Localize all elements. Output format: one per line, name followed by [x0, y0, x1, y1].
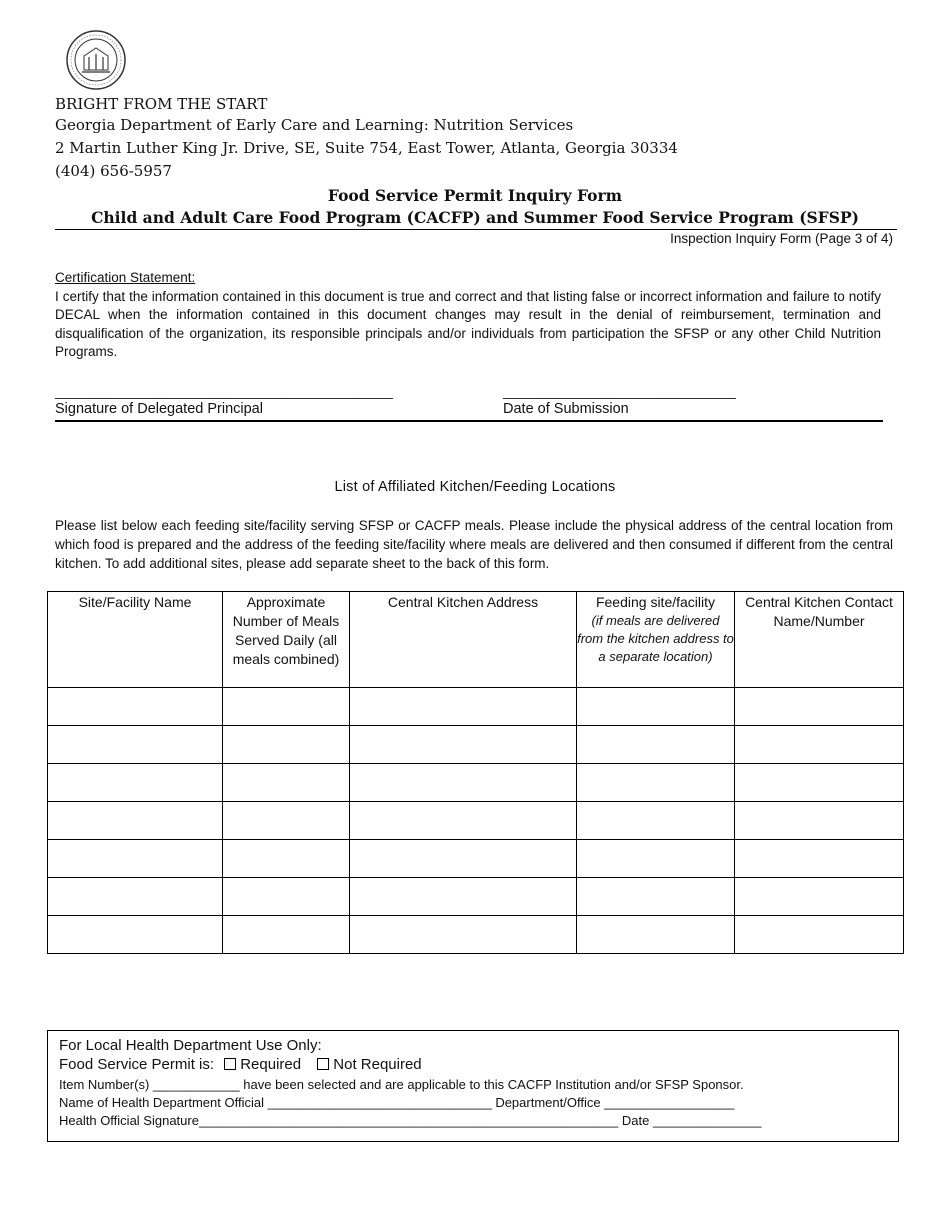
kitchen-address-cell[interactable] [350, 726, 577, 764]
contact-cell[interactable] [735, 916, 904, 954]
certification-statement: I certify that the information contained in this document is true and correct and that listing false or incorrect information and failure to notify DECAL when the information contained in this document changes may result in the denial of reimbursement, termination and disqualification of the organization, its responsible principals and/or individuals from participation the SFSP or any other Child Nutrition Programs. [55, 289, 881, 359]
table-row [48, 688, 904, 726]
official-name-line[interactable]: Name of Health Department Official _______________________________ Department/Office __________________ [59, 1095, 735, 1110]
meals-cell[interactable] [223, 916, 350, 954]
kitchen-address-cell[interactable] [350, 916, 577, 954]
kitchen-address-cell[interactable] [350, 840, 577, 878]
table-row [48, 878, 904, 916]
site-name-cell[interactable] [48, 802, 223, 840]
col-header-kitchen-address: Central Kitchen Address [350, 592, 577, 688]
site-name-cell[interactable] [48, 688, 223, 726]
contact-cell[interactable] [735, 802, 904, 840]
meals-cell[interactable] [223, 688, 350, 726]
contact-cell[interactable] [735, 726, 904, 764]
site-name-cell[interactable] [48, 764, 223, 802]
official-signature-line[interactable]: Health Official Signature__________________________________________________________ Date _______________ [59, 1113, 762, 1128]
page-reference: Inspection Inquiry Form (Page 3 of 4) [670, 231, 893, 246]
signature-label: Signature of Delegated Principal [55, 401, 263, 417]
signature-divider [55, 420, 883, 422]
required-checkbox[interactable] [224, 1058, 236, 1070]
table-row [48, 840, 904, 878]
table-row [48, 916, 904, 954]
georgia-state-seal-icon [66, 30, 126, 90]
feeding-site-cell[interactable] [577, 802, 735, 840]
feeding-site-cell[interactable] [577, 878, 735, 916]
feeding-site-cell[interactable] [577, 726, 735, 764]
col-header-meals-served: Approximate Number of Meals Served Daily (all meals combined) [223, 592, 350, 688]
item-numbers-line[interactable]: Item Number(s) ____________ have been selected and are applicable to this CACFP Institution and/or SFSP Sponsor. [59, 1077, 744, 1092]
table-row [48, 802, 904, 840]
table-row [48, 726, 904, 764]
department-address: 2 Martin Luther King Jr. Drive, SE, Suite 754, East Tower, Atlanta, Georgia 30334 [55, 139, 678, 157]
kitchen-address-cell[interactable] [350, 764, 577, 802]
feeding-site-cell[interactable] [577, 916, 735, 954]
submission-date-label: Date of Submission [503, 401, 629, 417]
not-required-option-label: Not Required [333, 1056, 422, 1073]
not-required-checkbox[interactable] [317, 1058, 329, 1070]
feeding-site-cell[interactable] [577, 840, 735, 878]
contact-cell[interactable] [735, 688, 904, 726]
title-divider [55, 229, 897, 230]
site-name-cell[interactable] [48, 878, 223, 916]
department-name: Georgia Department of Early Care and Learning: Nutrition Services [55, 116, 574, 134]
table-header-row [48, 592, 904, 688]
site-name-cell[interactable] [48, 916, 223, 954]
health-department-box [47, 1030, 899, 1142]
kitchen-address-cell[interactable] [350, 878, 577, 916]
col-header-feeding-site [577, 592, 735, 688]
feeding-site-cell[interactable] [577, 764, 735, 802]
locations-title: List of Affiliated Kitchen/Feeding Locations [334, 479, 616, 495]
required-option-label: Required [240, 1056, 302, 1073]
locations-table [47, 591, 904, 954]
form-title: Food Service Permit Inquiry Form [327, 186, 623, 205]
kitchen-address-cell[interactable] [350, 688, 577, 726]
department-phone: (404) 656-5957 [55, 162, 172, 180]
feeding-site-note: (if meals are delivered from the kitchen address to a separate location) [577, 613, 734, 664]
site-name-cell[interactable] [48, 840, 223, 878]
site-name-cell[interactable] [48, 726, 223, 764]
col-header-kitchen-contact: Central Kitchen Contact Name/Number [735, 592, 904, 688]
table-row [48, 764, 904, 802]
col-header-site-name: Site/Facility Name [48, 592, 223, 688]
locations-instructions: Please list below each feeding site/facility serving SFSP or CACFP meals. Please include the physical address of the central location from which food is prepared and the address of the feeding site/facility where meals are delivered and then consumed if different from the central kitchen. To add additional sites, please add separate sheet to the back of this form. [55, 518, 893, 571]
permit-label: Food Service Permit is: [59, 1056, 215, 1073]
meals-cell[interactable] [223, 726, 350, 764]
org-name: BRIGHT FROM THE START [55, 95, 268, 113]
feeding-site-label: Feeding site/facility [595, 594, 716, 610]
signature-field[interactable]: _____________________________________________ [55, 384, 393, 399]
contact-cell[interactable] [735, 840, 904, 878]
submission-date-field[interactable]: _______________________________ [503, 384, 736, 399]
kitchen-address-cell[interactable] [350, 802, 577, 840]
contact-cell[interactable] [735, 764, 904, 802]
permit-status-row [59, 1056, 422, 1073]
health-dept-heading: For Local Health Department Use Only: [59, 1037, 322, 1054]
feeding-site-cell[interactable] [577, 688, 735, 726]
contact-cell[interactable] [735, 878, 904, 916]
meals-cell[interactable] [223, 764, 350, 802]
meals-cell[interactable] [223, 802, 350, 840]
certification-label: Certification Statement: [55, 270, 196, 285]
form-subtitle: Child and Adult Care Food Program (CACFP) and Summer Food Service Program (SFSP) [91, 208, 859, 227]
meals-cell[interactable] [223, 878, 350, 916]
meals-cell[interactable] [223, 840, 350, 878]
